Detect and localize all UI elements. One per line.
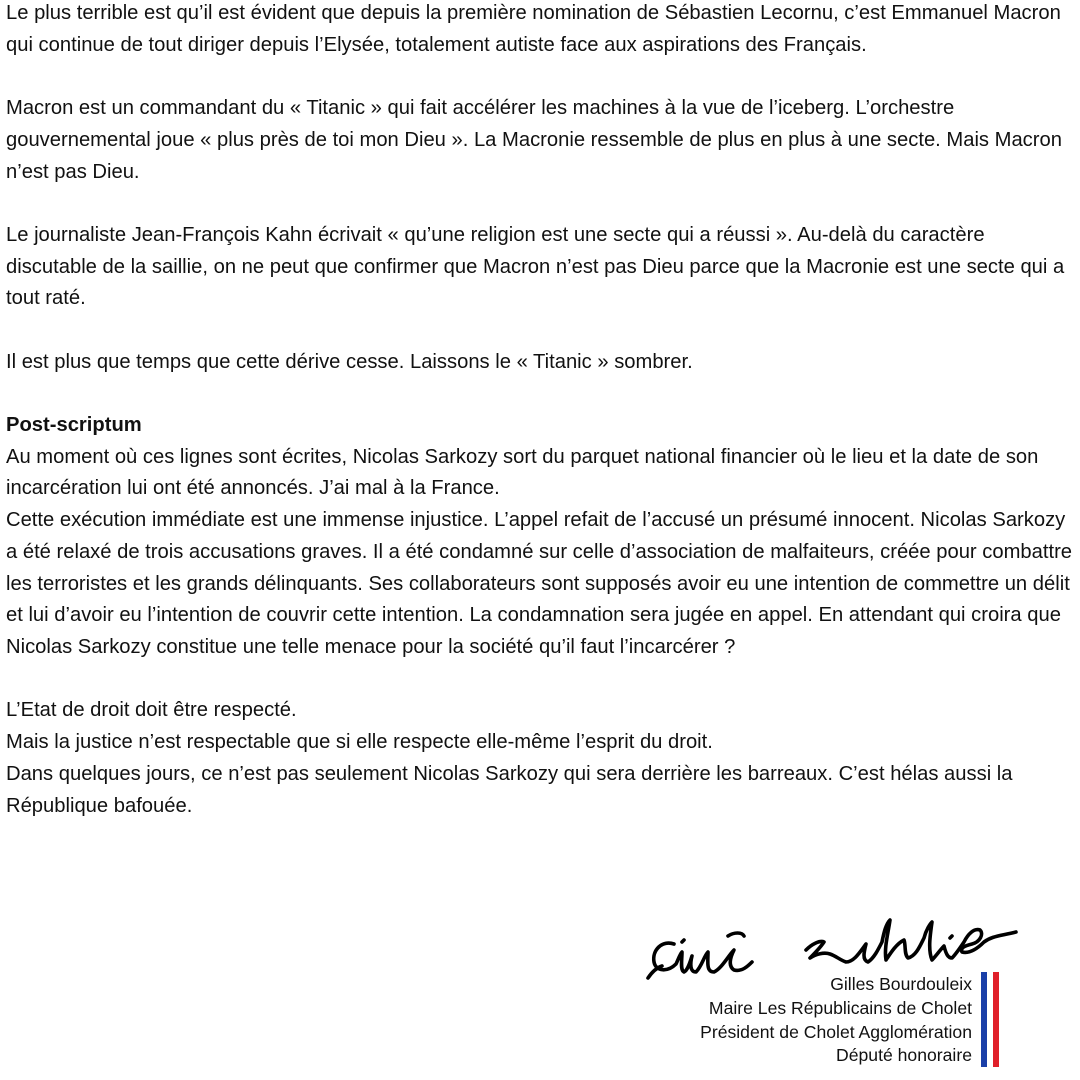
- signatory-title: Président de Cholet Agglomération: [700, 1021, 972, 1042]
- paragraph-gap: [6, 664, 1076, 696]
- postscript-line: Au moment où ces lignes sont écrites, Nicolas Sarkozy sort du parquet national financier où le lieu et la date de son incarcération lui ont été annoncés. J’ai mal à la France.: [6, 445, 1039, 500]
- signatory-name: Gilles Bourdouleix: [830, 974, 972, 994]
- closing-line: Dans quelques jours, ce n’est pas seulement Nicolas Sarkozy qui sera derrière les barreaux. C’est hélas aussi la République bafouée.: [6, 762, 1013, 817]
- paragraph-gap: [6, 188, 1076, 220]
- flag-red-stripe: [993, 972, 999, 1067]
- postscript-title: Post-scriptum: [6, 414, 142, 437]
- paragraph: Le plus terrible est qu’il est évident que depuis la première nomination de Sébastien Lecornu, c’est Emmanuel Macron qui continue de tout diriger depuis l’Elysée, totalement autiste face aux aspirations des Français.: [6, 2, 1061, 56]
- signatory-title: Député honoraire: [836, 1045, 972, 1066]
- document-body: [6, 0, 1076, 822]
- paragraph-gap: [6, 61, 1076, 93]
- paragraph-gap: [6, 378, 1076, 410]
- french-flag-bar: [981, 972, 999, 1067]
- paragraph: Il est plus que temps que cette dérive cesse. Laissons le « Titanic » sombrer.: [6, 350, 693, 373]
- signatory-title: Maire Les Républicains de Cholet: [708, 997, 972, 1018]
- signature-block: [700, 973, 972, 1068]
- closing-line: L’Etat de droit doit être respecté.: [6, 699, 297, 722]
- paragraph-gap: [6, 315, 1076, 347]
- paragraph: Macron est un commandant du « Titanic » qui fait accélérer les machines à la vue de l’iceberg. L’orchestre gouvernemental joue « plus près de toi mon Dieu ». La Macronie ressemble de plus en plus à une secte. Mais Macron n’est pas Dieu.: [6, 97, 1062, 183]
- closing-line: Mais la justice n’est respectable que si elle respecte elle-même l’esprit du droit.: [6, 731, 713, 754]
- paragraph: Le journaliste Jean-François Kahn écrivait « qu’une religion est une secte qui a réussi ». Au-delà du caractère discutable de la saillie, on ne peut que confirmer que Macron n’est pas Dieu parce que la Macronie est une secte qui a tout raté.: [6, 223, 1065, 310]
- postscript-line: Cette exécution immédiate est une immense injustice. L’appel refait de l’accusé un présumé innocent. Nicolas Sarkozy a été relaxé de trois accusations graves. Il a été condamné sur celle d’association de malfaiteurs, créée pour combattre les terroristes et les grands délinquants. Ses collaborateurs sont supposés avoir eu une intention de commettre un délit et lui d’avoir eu l’intention de couvrir cette intention. La condamnation sera jugée en appel. En attendant qui croira que Nicolas Sarkozy constitue une telle menace pour la société qu’il faut l’incarcérer ?: [6, 509, 1073, 658]
